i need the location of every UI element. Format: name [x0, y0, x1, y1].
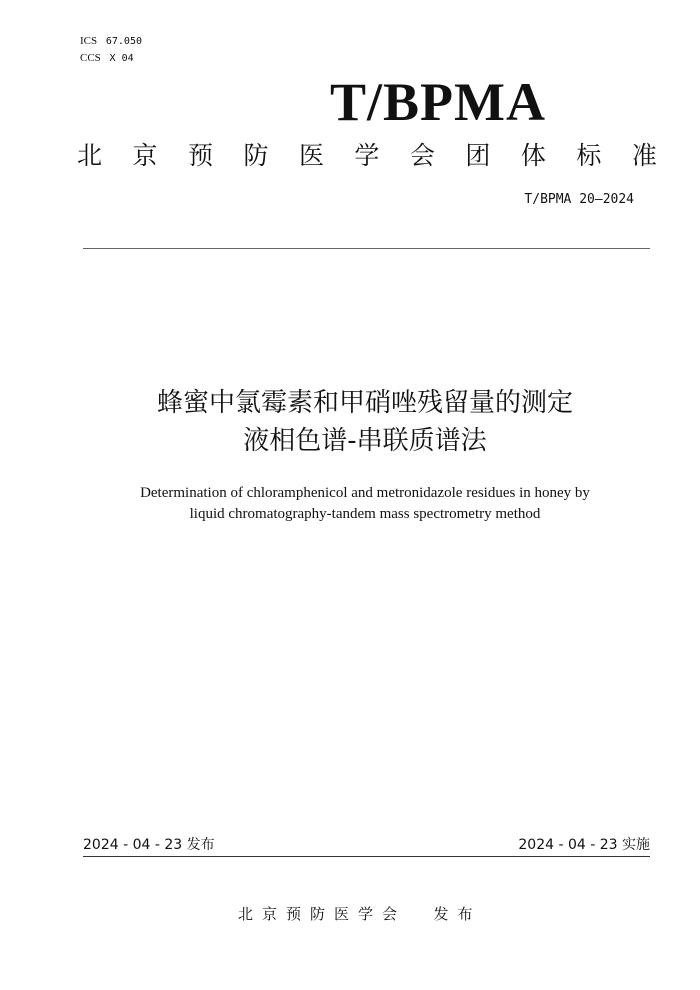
organization-name — [77, 136, 657, 172]
title-en-line1: Determination of chloramphenicol and metronidazole residues in honey by — [140, 485, 590, 501]
org-char: 防 — [243, 141, 269, 170]
title-cn-line2: 液相色谱-串联质谱法 — [243, 426, 487, 456]
release-date: 2024 - 04 - 23 发布 — [83, 837, 215, 853]
org-char: 会 — [409, 141, 435, 170]
org-char: 团 — [465, 141, 491, 170]
org-char: 预 — [187, 141, 213, 170]
top-divider — [83, 248, 650, 249]
ics-label: ICS — [80, 35, 98, 47]
bottom-divider — [83, 856, 650, 857]
org-char: 北 — [77, 141, 103, 170]
org-char: 学 — [354, 141, 380, 170]
ccs-label: CCS — [80, 52, 101, 64]
org-char: 标 — [576, 141, 602, 170]
ics-line — [80, 33, 142, 50]
standard-logo: T/BPMA — [330, 72, 546, 132]
title-cn-line1: 蜂蜜中氯霉素和甲硝唑残留量的测定 — [156, 388, 573, 418]
publisher: 北京预防医学会 发布 — [238, 905, 482, 923]
ccs-code: X 04 — [109, 53, 134, 64]
ccs-line — [80, 50, 142, 67]
org-char: 准 — [631, 141, 657, 170]
org-char: 京 — [132, 141, 158, 170]
classification-codes — [80, 33, 142, 67]
title-en-line2: liquid chromatography-tandem mass spectrometry method — [189, 506, 541, 522]
org-char: 医 — [298, 141, 324, 170]
org-char: 体 — [520, 141, 546, 170]
standard-number: T/BPMA 20—2024 — [524, 192, 634, 207]
ics-code: 67.050 — [105, 36, 142, 47]
implement-date: 2024 - 04 - 23 实施 — [518, 837, 650, 853]
